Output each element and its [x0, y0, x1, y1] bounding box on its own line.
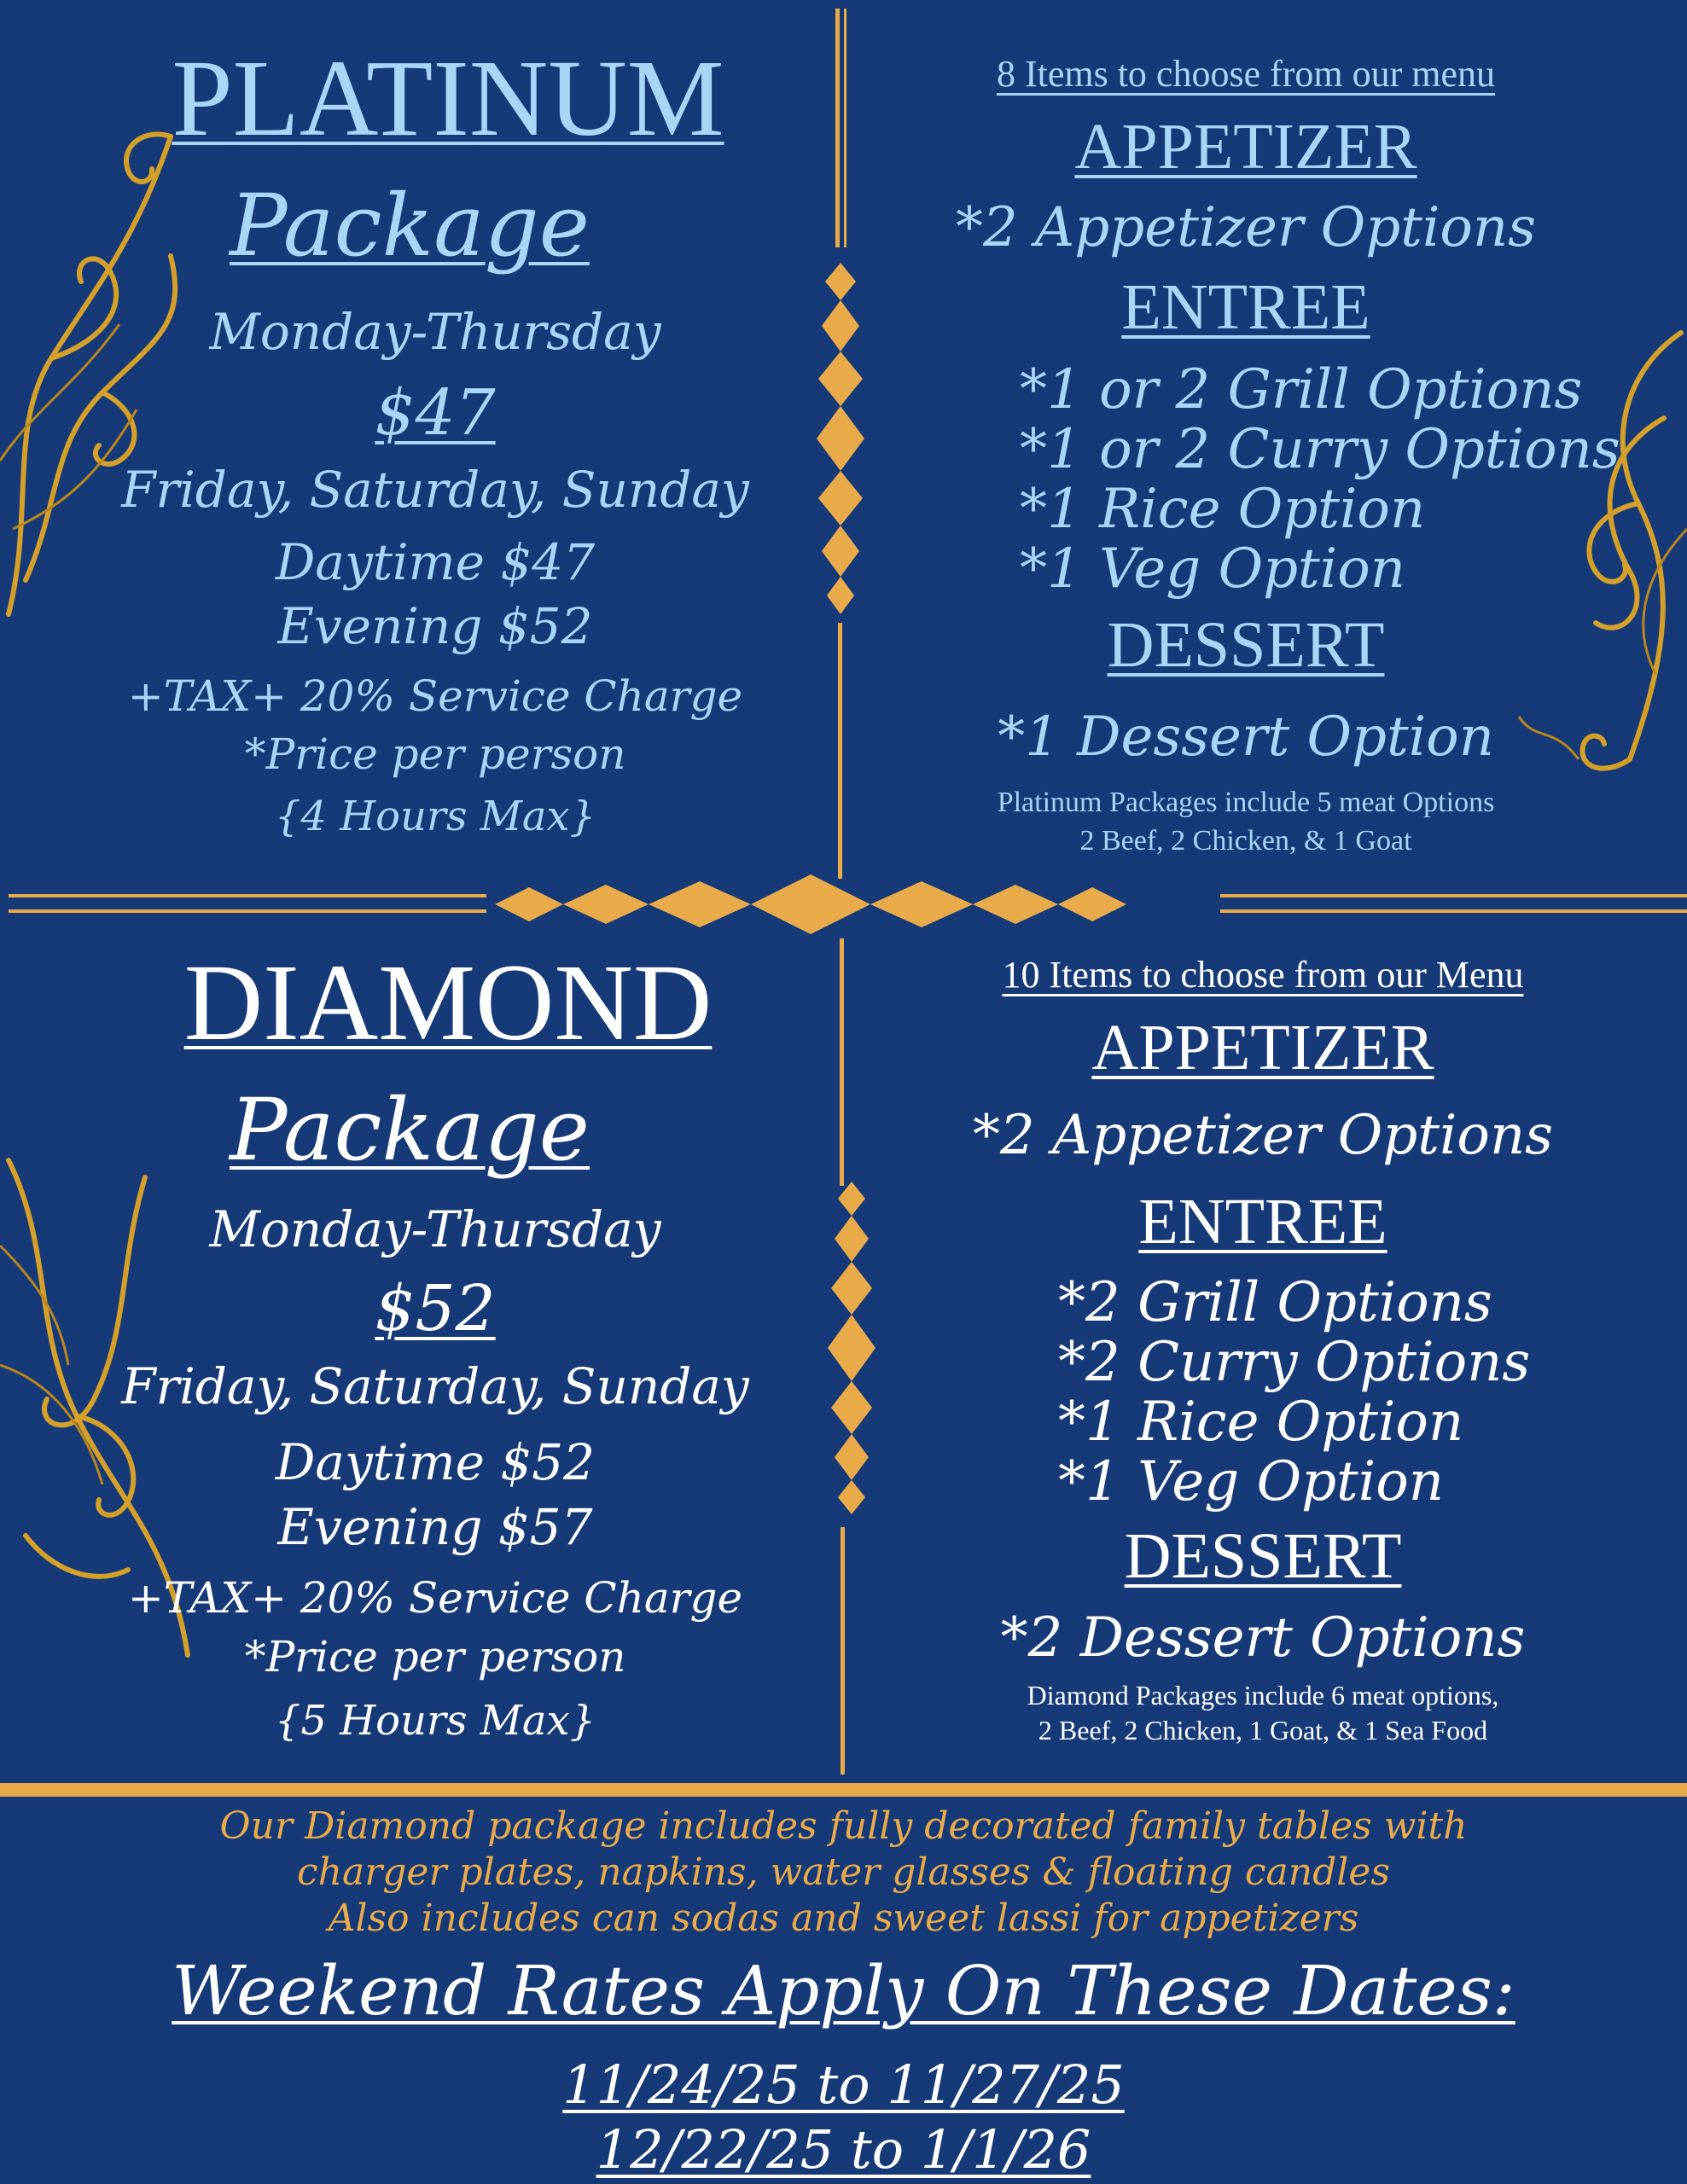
- platinum-appetizer-item: *2 Appetizer Options: [955, 196, 1537, 259]
- platinum-weekday-price: $47: [375, 376, 496, 450]
- platinum-title: PLATINUM: [172, 38, 724, 159]
- platinum-entree-item: *1 Rice Option: [1020, 478, 1426, 541]
- platinum-weekday-label: Monday-Thursday: [209, 303, 661, 361]
- platinum-menu-header: 8 Items to choose from our menu: [996, 53, 1496, 95]
- diamond-title: DIAMOND: [183, 942, 713, 1063]
- diamond-divider-icon: [815, 256, 866, 623]
- diamond-divider-icon: [478, 866, 1195, 943]
- diamond-entree-item: *1 Veg Option: [1058, 1450, 1444, 1513]
- vertical-divider-bottom: [841, 1527, 845, 1774]
- platinum-entree-heading: ENTREE: [1121, 271, 1370, 343]
- vertical-divider-top-2: [844, 9, 846, 247]
- vertical-divider-mid: [838, 623, 842, 879]
- diamond-hours: {5 Hours Max}: [274, 1697, 596, 1745]
- diamond-per-person: *Price per person: [244, 1632, 626, 1682]
- weekend-dates-heading: Weekend Rates Apply On These Dates:: [172, 1951, 1515, 2030]
- platinum-pricing: [51, 34, 819, 851]
- platinum-appetizer-heading: APPETIZER: [1074, 111, 1417, 183]
- diamond-divider-icon: [826, 1177, 877, 1536]
- platinum-dessert-heading: DESSERT: [1107, 609, 1385, 681]
- platinum-hours: {4 Hours Max}: [274, 793, 596, 840]
- diamond-entree-heading: ENTREE: [1138, 1186, 1387, 1258]
- platinum-subtitle: Package: [230, 176, 590, 276]
- diamond-meat-note: 2 Beef, 2 Chicken, 1 Goat, & 1 Sea Food: [1038, 1715, 1488, 1745]
- footer-divider: [0, 1783, 1687, 1797]
- footer-note: Our Diamond package includes fully decorated family tables with: [219, 1804, 1468, 1848]
- diamond-weekday-price: $52: [375, 1272, 496, 1345]
- diamond-dessert-item: *2 Dessert Options: [1000, 1606, 1526, 1670]
- horizontal-divider-left-2: [9, 909, 486, 913]
- platinum-entree-item: *1 Veg Option: [1020, 537, 1405, 601]
- diamond-subtitle: Package: [230, 1080, 590, 1180]
- platinum-evening-price: Evening $52: [277, 597, 593, 655]
- diamond-appetizer-item: *2 Appetizer Options: [972, 1104, 1554, 1167]
- platinum-meat-note: 2 Beef, 2 Chicken, & 1 Goat: [1079, 825, 1412, 857]
- diamond-menu: [879, 945, 1647, 1747]
- horizontal-divider-right: [1220, 894, 1687, 897]
- horizontal-divider-left: [9, 894, 486, 897]
- diamond-tax-note: +TAX+ 20% Service Charge: [127, 1573, 743, 1623]
- platinum-menu: [870, 44, 1621, 860]
- date-range: 11/24/25 to 11/27/25: [562, 2053, 1125, 2116]
- platinum-entree-item: *1 or 2 Curry Options: [1020, 418, 1620, 481]
- vertical-divider-top: [835, 9, 840, 247]
- footer-note: Also includes can sodas and sweet lassi for appetizers: [328, 1896, 1359, 1940]
- diamond-entree-item: *1 Rice Option: [1058, 1391, 1464, 1454]
- diamond-daytime-price: Daytime $52: [275, 1433, 596, 1491]
- diamond-dessert-heading: DESSERT: [1124, 1520, 1402, 1592]
- diamond-entree-item: *2 Curry Options: [1058, 1331, 1531, 1394]
- platinum-dessert-item: *1 Dessert Option: [998, 706, 1494, 769]
- diamond-weekend-label: Friday, Saturday, Sunday: [121, 1357, 749, 1415]
- platinum-meat-note: Platinum Packages include 5 meat Options: [997, 787, 1495, 818]
- diamond-meat-note: Diamond Packages include 6 meat options,: [1027, 1680, 1499, 1711]
- horizontal-divider-right-2: [1220, 909, 1687, 913]
- footer: [0, 1804, 1687, 2182]
- vertical-divider-lower: [840, 938, 844, 1186]
- diamond-appetizer-heading: APPETIZER: [1091, 1012, 1434, 1083]
- date-range: 12/22/25 to 1/1/26: [596, 2118, 1091, 2181]
- platinum-weekend-label: Friday, Saturday, Sunday: [121, 461, 749, 519]
- diamond-pricing: [51, 938, 819, 1757]
- footer-note: charger plates, napkins, water glasses & floating candles: [297, 1850, 1390, 1894]
- platinum-per-person: *Price per person: [244, 729, 626, 779]
- diamond-entree-item: *2 Grill Options: [1058, 1271, 1492, 1334]
- platinum-daytime-price: Daytime $47: [275, 533, 596, 591]
- platinum-tax-note: +TAX+ 20% Service Charge: [127, 671, 743, 721]
- platinum-entree-item: *1 or 2 Grill Options: [1020, 358, 1583, 421]
- diamond-weekday-label: Monday-Thursday: [209, 1200, 661, 1258]
- diamond-evening-price: Evening $57: [277, 1498, 593, 1556]
- diamond-menu-header: 10 Items to choose from our Menu: [1002, 954, 1524, 996]
